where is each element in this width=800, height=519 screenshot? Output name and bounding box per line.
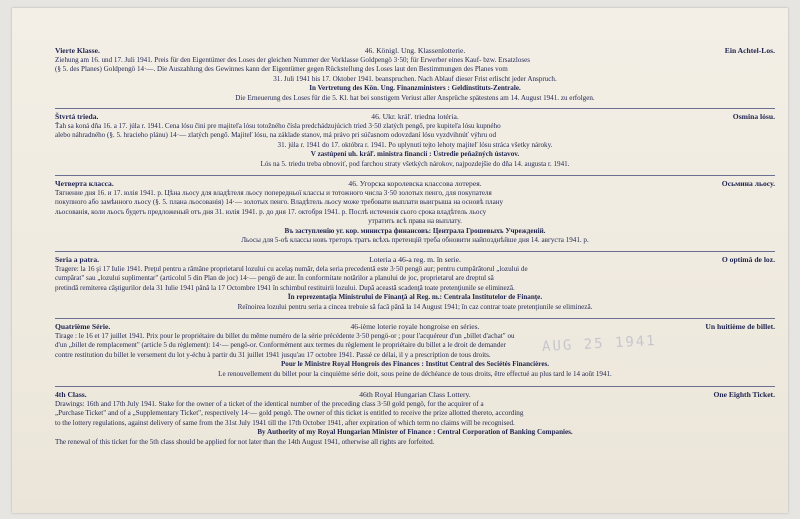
- section-body: [55, 189, 775, 245]
- renewal-line: Льосы для 5-оѣ классы новъ треторъ тратъ всѣхъ претенцій треба обновити найпозднѣйше дня 14. августа 1941. р.: [241, 236, 589, 245]
- class-label: Štvrtá trieda.: [55, 112, 99, 121]
- ticket-fraction: Osmina lósu.: [732, 112, 775, 121]
- section-french: [55, 322, 775, 379]
- body-line: „Purchase Ticket" and of a „Supplementary Ticket", respectively 14·— gold pengö. The owner of this ticket is entitled to receive the prize allotted thereto, according: [55, 409, 524, 418]
- body-line: Тягнение дня 16. и 17. юлія 1941. р. Цѣна льосу для владѣтеля льосу попередньої классы и тотожного числа 3·50 золотых пенго, для покупателя: [55, 189, 492, 197]
- renewal-line: Reînoirea lozului pentru seria a cincea trebuie să facă până la 14 August 1941; în caz contrar toate pretenţiunile se elimineză.: [237, 302, 593, 311]
- lottery-name: Loteria a 46-a reg. m. în serie.: [369, 255, 461, 264]
- class-label: Seria a patra.: [55, 255, 100, 264]
- divider: [55, 175, 775, 176]
- class-label: 4th Class.: [55, 390, 87, 399]
- section-header: [55, 112, 775, 122]
- body-line: contre restitution du billet le versement du lot y-échu à partir du 31 juillet 1941 jusqu'au 17 octobre 1941. Passé ce délai, il y a prescription de tous droits.: [55, 350, 491, 359]
- ticket-fraction: One Eighth Ticket.: [713, 390, 775, 399]
- authority-line: În reprezentaţia Ministrului de Finanţă al Reg. m.: Centrala Institutelor de Finanţe.: [287, 293, 543, 302]
- renewal-line: Le renouvellement du billet pour la cinquième série doit, sous peine de déchéance de tous droits, être effectué au plus tard le 14 août 1941.: [218, 369, 612, 378]
- body-line: (§ 5. des Planes) Goldpengö 14·—. Die Auszahlung des Gewinnes kann der Eigentümer gegen Rückstellung des Loses laut den Bestimmungen des Planes vom: [55, 65, 508, 74]
- class-label: Vierte Klasse.: [55, 46, 100, 55]
- divider: [55, 251, 775, 252]
- date-stamp: AUG 25 1941: [541, 333, 658, 355]
- section-header: [55, 46, 775, 56]
- class-label: Четверта класса.: [55, 179, 114, 188]
- section-body: [55, 400, 775, 447]
- body-line: alebo náhradného (§. 5. hracieho plánu) 14·— zlatých pengő. Majiteľ lósu, na základe stanov, má právo pri súčasnom odovzdaní lósu vyzdvihnúť výhru od: [55, 131, 497, 140]
- section-body: [55, 122, 775, 169]
- section-header: [55, 255, 775, 265]
- body-line: покупного або замѣнного льосу (§. 5. плана льосованія) 14·— золотых пенго. Владѣтель льосу може требовати выплати выигрыша на основѣ плану: [55, 198, 504, 207]
- section-header: [55, 179, 775, 189]
- section-english: [55, 390, 775, 447]
- body-line: Ťah sa koná dňa 16. a 17. júla r. 1941. Cena lósu čini pre majiteľa lósu totožného čísla predchádzujúcich tried 3·50 zlatých pengő, pre kupiteľa lósu kupného: [55, 122, 501, 130]
- authority-line: By Authority of my Royal Hungarian Minister of Finance : Central Corporation of Banking Companies.: [257, 428, 573, 437]
- text-block: [55, 44, 775, 512]
- authority-line: In Vertretung des Kön. Ung. Finanzministers : Geldinstituts-Zentrale.: [309, 84, 521, 93]
- divider: [55, 108, 775, 109]
- authority-line: Въ заступленію уг. кор. министра финансовъ: Централа Грошевыхъ Учрежденій.: [284, 226, 546, 235]
- body-line: 31. júla r. 1941 do 17. októbra r. 1941. Po uplynutí tejto lehoty majiteľ lósu stráca všetky nároky.: [277, 140, 553, 149]
- lottery-name: 46. Ukr. kráľ. triedna lotéria.: [371, 112, 459, 121]
- lottery-name: 46. Угорска королевска классова лотерея.: [348, 179, 482, 188]
- ticket-fraction: O optimă de loz.: [721, 255, 775, 264]
- section-ruthenian: [55, 179, 775, 245]
- renewal-line: Lós na 5. triedu treba obnoviť, pod farchou straty všetkých nárokov, najpozdejšie do dňa 14. augusta r. 1941.: [260, 159, 570, 168]
- lottery-name: 46. Königl. Ung. Klassenlotterie.: [364, 46, 466, 55]
- body-line: Drawings: 16th and 17th July 1941. Stake for the owner of a ticket of the identical number of the preceding class 3·50 gold pengö, for the acquirer of a: [55, 400, 484, 408]
- body-line: Tragere: la 16 şi 17 Iulie 1941. Preţul pentru a rămâne proprietarul lozului cu acelaş număr, dela seria precedentă este 3·50 pengö aur; pentru cumpărătorul „lozului de: [55, 265, 528, 273]
- authority-line: Pour le Ministre Royal Hongrois des Finances : Institut Central des Sociétés Financières.: [280, 360, 550, 369]
- section-body: [55, 332, 775, 379]
- ticket-fraction: Un huitième de billet.: [705, 322, 775, 331]
- body-line: to the lottery regulations, against delivery of same from the 31st July 1941 till the 17th October 1941, after expiration of which term no claims will be recognised.: [55, 418, 515, 427]
- body-line: утратить всѣ права на выплату.: [368, 217, 462, 226]
- ticket-fraction: Ein Achtel-Los.: [724, 46, 775, 55]
- body-line: pretindă remiterea câştigurilor dela 31 Iulie 1941 până la 17 Octombre 1941 în schimbul restituirii lozului. După această scadenţă toate pretenţiunile se elimineză.: [55, 283, 515, 292]
- body-line: d'un „billet de remplacement" (article 5 du règlement): 14·— pengö-or. Conformément aux termes du règlement le propriétaire du billet a le droit de demander: [55, 341, 506, 350]
- renewal-line: The renewal of this ticket for the 5th class should be applied for not later than the 14th August 1941, otherwise all rights are forfeited.: [55, 437, 435, 446]
- body-line: 31. Juli 1941 bis 17. Oktober 1941. beanspruchen. Nach Ablauf dieser Frist erlischt jeder Anspruch.: [273, 74, 557, 83]
- section-header: [55, 322, 775, 332]
- ticket-fraction: Осьмина льосу.: [721, 179, 775, 188]
- renewal-line: Die Erneuerung des Loses für die 5. Kl. hat bei sonstigem Veriust aller Ansprüche spätestens am 14. August 1941. zu erfolgen.: [235, 93, 595, 102]
- lottery-name: 46th Royal Hungarian Class Lottery.: [359, 390, 471, 399]
- class-label: Quatrième Série.: [55, 322, 111, 331]
- divider: [55, 318, 775, 319]
- section-slovak: [55, 112, 775, 169]
- body-line: Ziehung am 16. und 17. Juli 1941. Preis für den Eigentümer des Loses der gleichen Nummer der Vorklasse Goldpengö 3·50; für Erwerber eines Kauf- bzw. Ersatzloses: [55, 56, 531, 64]
- section-german: [55, 46, 775, 103]
- section-body: [55, 265, 775, 312]
- lottery-ticket-back: [12, 8, 788, 513]
- authority-line: V zastúpení uh. kráľ. ministra financií : Ústredie peňažných ústavov.: [310, 150, 520, 159]
- section-romanian: [55, 255, 775, 312]
- section-body: [55, 56, 775, 103]
- divider: [55, 386, 775, 387]
- section-header: [55, 390, 775, 400]
- lottery-name: 46-ième loterie royale hongroise en séries.: [350, 322, 480, 331]
- body-line: Tirage : le 16 et 17 juillet 1941. Prix pour le propriétaire du billet du même numéro de la série précédente 3·50 pengö-or ; pour l'acquéreur d'un „billet d'achat" ou: [55, 332, 515, 340]
- body-line: cumpărat" sau „lozului suplimentar" (articolul 5 din Plan de joc) 14·— pengö de aur. În conformitate notărilor a planului de joc, proprietarul are dreptul să: [55, 274, 494, 283]
- body-line: льосованія, коли льосъ будетъ предложеный отъ дня 31. юлія 1941. р. до дня 17. октобря 1941. р. Послѣ истеченія сього срока владѣтель льосу: [55, 207, 487, 216]
